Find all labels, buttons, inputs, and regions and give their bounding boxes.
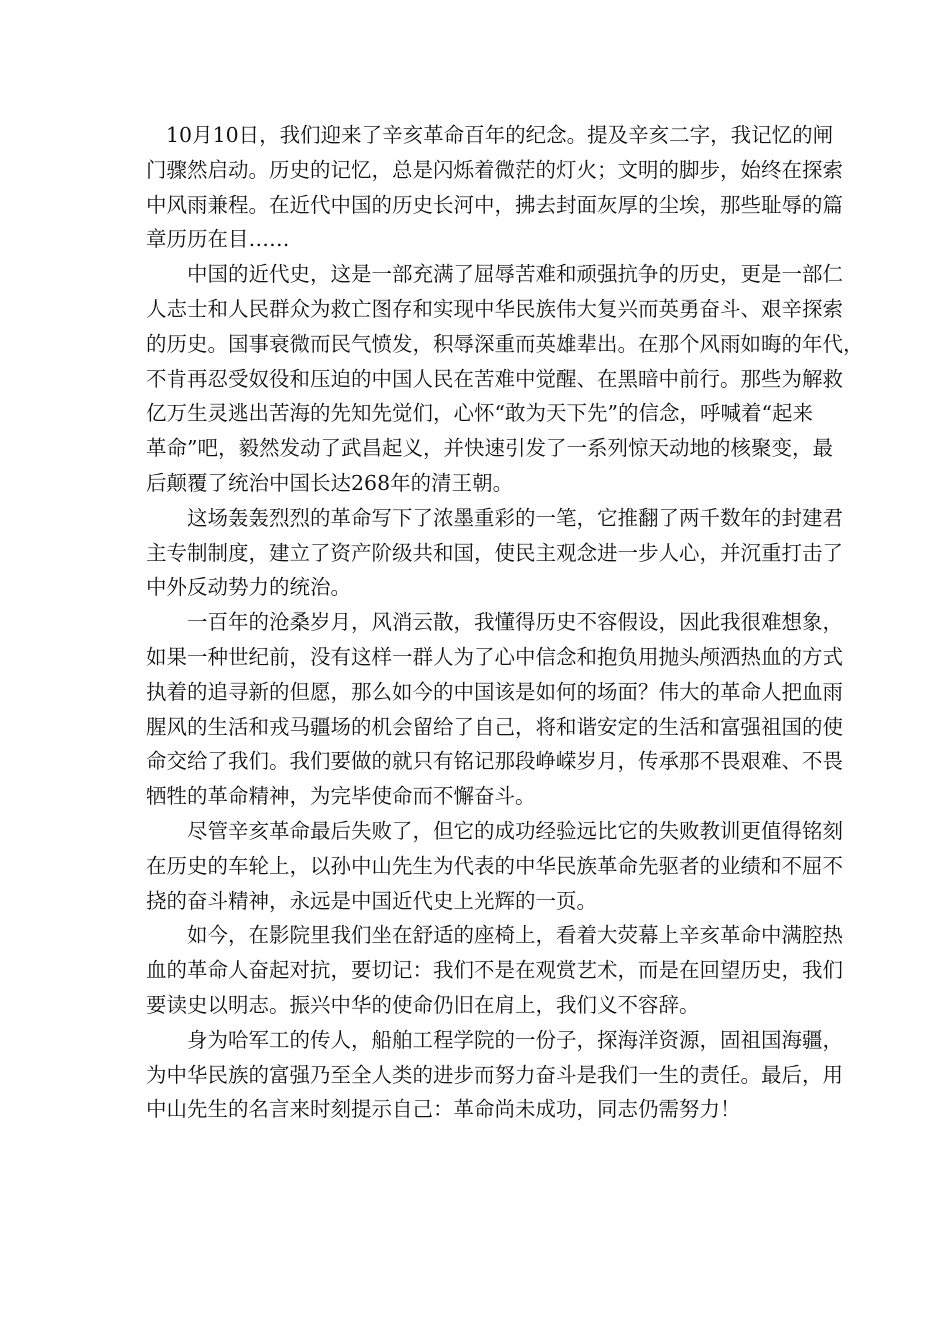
document-body bbox=[146, 118, 864, 1127]
paragraph-line: 一百年的沧桑岁月，风消云散，我懂得历史不容假设，因此我很难想象， bbox=[187, 610, 843, 635]
paragraph-6 bbox=[146, 918, 843, 1022]
paragraph-line: 牺牲的革命精神，为完毕使命而不懈奋斗。 bbox=[146, 784, 536, 809]
paragraph-line: 革命”吧，毅然发动了武昌起义，并快速引发了一系列惊天动地的核聚变，最 bbox=[146, 436, 833, 461]
paragraph-line: 人志士和人民群众为救亡图存和实现中华民族伟大复兴而英勇奋斗、艰辛探索 bbox=[146, 296, 843, 321]
paragraph-7 bbox=[146, 1023, 843, 1127]
paragraph-line: 为中华民族的富强乃至全人类的进步而努力奋斗是我们一生的责任。最后，用 bbox=[146, 1062, 843, 1087]
paragraph-line: 如今，在影院里我们坐在舒适的座椅上，看着大荧幕上辛亥革命中满腔热 bbox=[187, 923, 843, 948]
paragraph-line: 命交给了我们。我们要做的就只有铭记那段峥嵘岁月，传承那不畏艰难、不畏 bbox=[146, 749, 843, 774]
paragraph-line: 尽管辛亥革命最后失败了，但它的成功经验远比它的失败教训更值得铭刻 bbox=[187, 818, 843, 843]
paragraph-line: 章历历在目…… bbox=[146, 227, 290, 252]
paragraph-line: 不肯再忍受奴役和压迫的中国人民在苦难中觉醒、在黑暗中前行。那些为解救 bbox=[146, 366, 843, 391]
paragraph-4 bbox=[146, 605, 843, 814]
paragraph-line: 主专制制度，建立了资产阶级共和国，使民主观念进一步人心，并沉重打击了 bbox=[146, 540, 843, 565]
paragraph-5 bbox=[146, 814, 843, 918]
paragraph-line: 要读史以明志。振兴中华的使命仍旧在肩上，我们义不容辞。 bbox=[146, 992, 700, 1017]
paragraph-line: 如果一种世纪前，没有这样一群人为了心中信念和抱负用抛头颅洒热血的方式 bbox=[146, 644, 843, 669]
paragraph-line: 在历史的车轮上，以孙中山先生为代表的中华民族革命先驱者的业绩和不屈不 bbox=[146, 853, 843, 878]
paragraph-2 bbox=[146, 257, 864, 501]
paragraph-line: 身为哈军工的传人，船舶工程学院的一份子，探海洋资源，固祖国海疆， bbox=[187, 1027, 843, 1052]
paragraph-line: 执着的追寻新的但愿，那么如今的中国该是如何的场面？伟大的革命人把血雨 bbox=[146, 679, 843, 704]
paragraph-3 bbox=[146, 501, 843, 605]
paragraph-line: 后颠覆了统治中国长达268年的清王朝。 bbox=[146, 470, 514, 495]
paragraph-line: 中山先生的名言来时刻提示自己：革命尚未成功，同志仍需努力！ bbox=[146, 1097, 741, 1122]
paragraph-1 bbox=[146, 118, 843, 257]
paragraph-line: 门骤然启动。历史的记忆，总是闪烁着微茫的灯火；文明的脚步，始终在探索 bbox=[146, 157, 843, 182]
paragraph-line: 10月10日，我们迎来了辛亥革命百年的纪念。提及辛亥二字，我记忆的闸 bbox=[166, 123, 834, 147]
paragraph-line: 这场轰轰烈烈的革命写下了浓墨重彩的一笔，它推翻了两千数年的封建君 bbox=[187, 505, 843, 530]
paragraph-line: 挠的奋斗精神，永远是中国近代史上光辉的一页。 bbox=[146, 888, 597, 913]
paragraph-line: 亿万生灵逃出苦海的先知先觉们，心怀“敢为天下先”的信念，呼喊着“起来 bbox=[146, 401, 813, 426]
paragraph-line: 腥风的生活和戎马疆场的机会留给了自己，将和谐安定的生活和富强祖国的使 bbox=[146, 714, 843, 739]
paragraph-line: 中国的近代史，这是一部充满了屈辱苦难和顽强抗争的历史，更是一部仁 bbox=[187, 262, 843, 287]
paragraph-line: 中风雨兼程。在近代中国的历史长河中，拂去封面灰厚的尘埃，那些耻辱的篇 bbox=[146, 192, 843, 217]
paragraph-line: 中外反动势力的统治。 bbox=[146, 575, 351, 600]
paragraph-line: 的历史。国事衰微而民气愤发，积辱深重而英雄辈出。在那个风雨如晦的年代， bbox=[146, 331, 864, 356]
paragraph-line: 血的革命人奋起对抗，要切记：我们不是在观赏艺术，而是在回望历史，我们 bbox=[146, 958, 843, 983]
